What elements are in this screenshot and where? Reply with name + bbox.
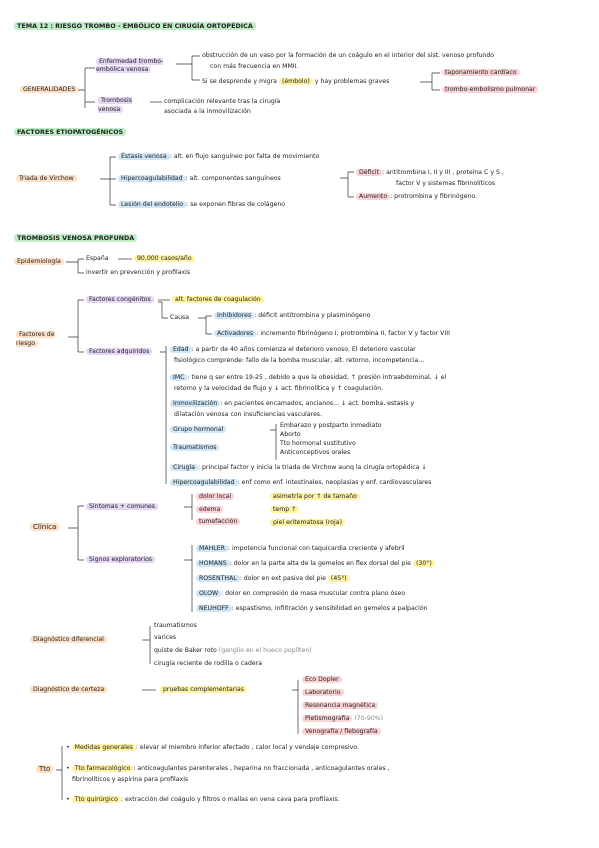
tvp-heading: TROMBOSIS VENOSA PROFUNDA: [14, 235, 137, 242]
tvp-desc-2: asociada a la inmovilización: [164, 108, 251, 115]
factores-riesgo-label: Factores de riesgo: [16, 331, 55, 347]
edad-item: Edad : a partir de 40 años comienza el deterioro venoso. El deterioro vascular: [170, 346, 416, 353]
epidemiologia-label: Epidemiología: [14, 258, 64, 265]
prueba-5: Venografía / flebografía: [302, 728, 381, 735]
aumento-item: Aumento : protrombina y fibrinógeno.: [356, 193, 477, 200]
lesion-item: Lesión del endotelio : se exponen fibras de colágeno: [118, 201, 285, 208]
generalidades-label: GENERALIDADES: [20, 86, 78, 93]
sintoma-6: piel eritematosa (roja): [270, 519, 345, 526]
signo-homans: HOMANS : dolor en la parte alta de la gemelos en flex dorsal del pie (30°): [196, 560, 435, 567]
imc-item-2: retorno y la velocidad de flujo y ↓ act. fibrinolítica y ↑ coagulación.: [174, 385, 384, 392]
hormonal-item-1: Embarazo y postparto inmediato: [280, 422, 382, 429]
estasis-item: Éstasis venosa : alt. en flujo sanguíneo por falta de movimiento: [118, 153, 319, 160]
hipercoag-item: Hipercoagulabilidad : alt. componentes sanguíneos: [118, 175, 281, 182]
embolo-consequence-2: trombo-embolismo pulmonar: [442, 86, 538, 93]
tvp-desc-1: complicación relevante tras la cirugía: [164, 98, 281, 105]
dd-item-2: varices: [154, 634, 177, 641]
adquiridos-label: Factores adquiridos: [86, 348, 152, 355]
espana-value: 90.000 casos/año: [134, 255, 195, 262]
triada-label: Triada de Virchow: [16, 175, 77, 182]
invertir-item: invertir en prevención y profilaxis: [86, 269, 191, 276]
tto-farmacologico-2: fibrinolíticos y aspirina para profilaxis: [72, 776, 189, 783]
espana-item: España: [86, 255, 109, 262]
dx-certeza-label: Diagnóstico de certeza: [30, 686, 107, 693]
tto-quirurgico: • Tto quirúrgico : extracción del coágulo y filtros o mallas en vena cava para profilaxis.: [66, 796, 340, 803]
signo-rosenthal: ROSENTHAL : dolor en ext pasiva del pie (45°): [196, 575, 350, 582]
dd-item-3: quiste de Baker roto (ganglio en el hueco poplíteo): [154, 647, 312, 654]
deficit-item-2: factor V y sistemas fibrinolíticos: [396, 180, 496, 187]
etev-desc-1: obstrucción de un vaso por la formación de un coágulo en el interior del sist. venoso profundo: [202, 52, 495, 59]
sintoma-2: asimetría por ↑ de tamaño: [270, 493, 360, 500]
page-title: TEMA 12 : RIESGO TROMBO - EMBÓLICO EN CIRUGÍA ORTOPÉDICA: [14, 23, 256, 30]
tvp-label: Trombosis venosa: [98, 97, 132, 113]
imc-item: IMC : tiene q ser entre 19-25 , debido a que la obesidad, ↑ presión intraabdominal, ↓ el: [170, 374, 446, 381]
sintoma-1: dolor local: [196, 493, 234, 500]
causa-label: Causa: [170, 314, 190, 321]
deficit-item: Déficit : antitrombina I, II y III , proteína C y S ,: [356, 169, 504, 176]
signo-mahler: MAHLER : impotencia funcional con taquicardia creciente y afebril: [196, 545, 405, 552]
prueba-4: Pletismografía (70-90%): [302, 715, 383, 722]
pruebas-label: pruebas complementarias: [160, 686, 247, 693]
dd-item-1: traumatismos: [154, 622, 197, 629]
hormonal-item-3: Tto hormonal sustitutivo: [280, 440, 356, 447]
tto-farmacologico: • Tto farmacológico : anticoagulantes parenterales , heparina no fraccionada , anticoagulantes orales ,: [66, 765, 390, 772]
signo-olow: OLOW : dolor en compresión de masa muscular contra plano óseo: [196, 590, 405, 597]
prueba-1: Eco Dopler: [302, 676, 342, 683]
signos-label: Signos exploratorios: [86, 556, 155, 563]
inhibidores-item: Inhibidores : déficit antitrombina y plasminógeno: [214, 312, 370, 319]
edad-item-2: fisiológico comprende: fallo de la bomba muscular, alt. retorno, incompetencia...: [174, 357, 425, 364]
hormonal-item-2: Aborto: [280, 431, 301, 438]
hormonal-label: Grupo hormonal: [170, 426, 226, 433]
sintoma-3: edema: [196, 506, 223, 513]
etev-desc-2: Si se desprende y migra (émbolo) y hay problemas graves: [202, 78, 390, 85]
congenitos-desc: alt. factores de coagulación: [172, 296, 264, 303]
traumatismos-item: Traumatismos: [170, 444, 219, 451]
sintoma-5: tumefacción: [196, 518, 240, 525]
embolo-consequence-1: taponamiento cardíaco: [442, 69, 520, 76]
sintomas-label: Síntomas + comunes: [86, 503, 158, 510]
inmovilizacion-item-2: dilatación venosa con insuficiencias vasculares.: [174, 411, 322, 418]
signo-neuhoff: NEUHOFF : espastismo, infiltración y sensibilidad en gemelos a palpación: [196, 605, 428, 612]
hormonal-item-4: Anticonceptivos orales: [280, 449, 351, 456]
dx-diferencial-label: Diagnóstico diferencial: [30, 636, 107, 643]
sintoma-4: temp ↑: [270, 506, 299, 513]
tto-label: Tto: [36, 766, 53, 773]
prueba-3: Resonancia magnética: [302, 702, 378, 709]
congenitos-label: Factores congénitos: [86, 296, 154, 303]
activadores-item: Activadores : incremento fibrinógeno I, protrombina II, factor V y factor VIII: [214, 330, 450, 337]
clinica-label: Clínica: [30, 524, 59, 531]
tto-medidas: • Medidas generales : elevar el miembro inferior afectado , calor local y vendaje compresivo.: [66, 744, 360, 751]
etev-label: Enfermedad trombo-embólica venosa: [96, 58, 164, 73]
hipercoagulabilidad-item: Hipercoagulabilidad : enf como enf. intestinales, neoplasias y enf. cardiovasculares: [170, 479, 431, 486]
prueba-2: Laboratorio: [302, 689, 344, 696]
inmovilizacion-item: Inmovilización : en pacientes encamados, ancianos... ↓ act. bomba, estasis y: [170, 400, 414, 407]
dd-item-4: cirugía reciente de rodilla o cadera: [154, 660, 263, 667]
cirugia-item: Cirugía : principal factor y inicia la triada de Virchow aunq la cirugía ortopédica ↓: [170, 464, 427, 471]
factores-heading: FACTORES ETIOPATOGÉNICOS: [14, 129, 126, 136]
etev-desc-1b: con más frecuencia en MMII.: [210, 63, 299, 70]
